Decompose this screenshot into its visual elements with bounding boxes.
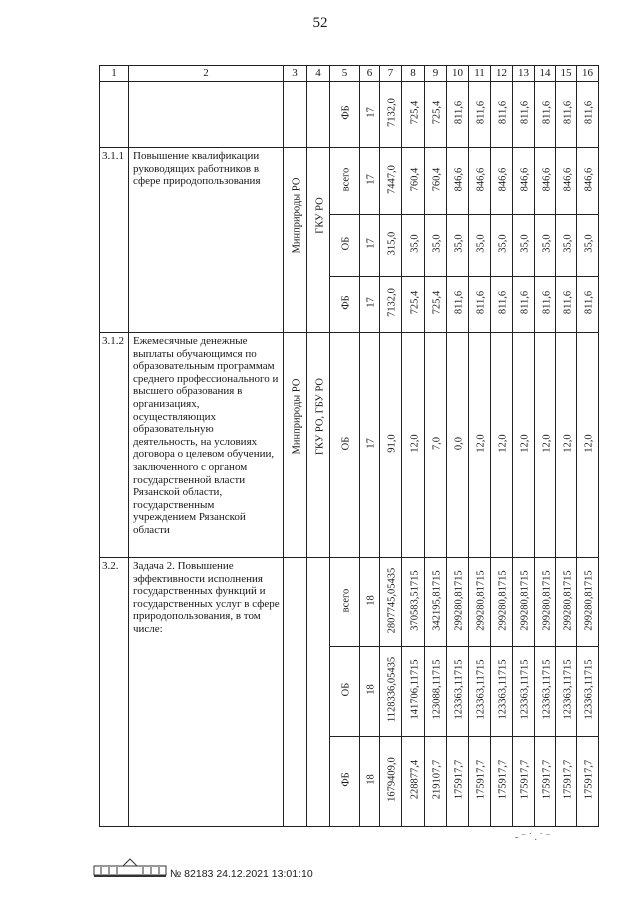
- value-cell: 811,6: [453, 100, 465, 125]
- value-cell: 811,6: [562, 290, 573, 315]
- column-header: 16: [577, 66, 598, 82]
- doc-number: № 82183: [170, 868, 214, 880]
- column-header: 14: [535, 66, 555, 82]
- value-cell: 12,0: [583, 433, 595, 453]
- value-cell: 12,0: [409, 433, 420, 453]
- value-cell: 35,0: [453, 234, 465, 253]
- value-cell: 811,6: [475, 290, 487, 315]
- value-cell: 811,6: [519, 100, 531, 125]
- value-cell: 175917,7: [583, 759, 595, 800]
- column-header: 12: [491, 66, 512, 82]
- doc-datetime: 24.12.2021 13:01:10: [216, 868, 313, 880]
- column-header: 1: [100, 66, 128, 82]
- row-description: Повышение квалификации руководящих работников в сфере природопользования: [133, 150, 261, 188]
- value-cell: 175917,7: [497, 759, 509, 800]
- value-cell: 123363,11715: [497, 659, 509, 720]
- value-cell: 846,6: [562, 167, 573, 191]
- value-cell: 299280,81715: [475, 569, 487, 631]
- column-index: 17: [365, 238, 377, 249]
- source-label: ФБ: [340, 772, 352, 787]
- value-cell: 725,4: [431, 290, 443, 315]
- value-cell: 811,6: [453, 290, 465, 315]
- value-cell: 123363,11715: [475, 659, 487, 720]
- column-header: 5: [330, 66, 359, 82]
- value-cell: 811,6: [475, 100, 487, 125]
- row-description: Ежемесячные денежные выплаты обучающимся по образовательным программам среднего профессионального и высшего образования в организациях, осуществляющих образовательную деятельность, на условиях договора о целевом обучении, заключенного с органом государственной власти Рязанской области, государственным учреждением Рязанской области: [133, 335, 279, 536]
- value-cell: 35,0: [583, 234, 595, 253]
- source-label: ОБ: [340, 236, 352, 251]
- program-table: [99, 65, 599, 827]
- value-cell: 760,4: [409, 167, 420, 191]
- value-cell: 35,0: [431, 234, 443, 253]
- source-label: ОБ: [340, 682, 352, 697]
- value-cell: 35,0: [541, 234, 552, 253]
- column-index: 17: [365, 437, 377, 449]
- value-cell: 1128336,05435: [386, 656, 398, 723]
- value-cell: 725,4: [409, 100, 420, 125]
- value-cell: 811,6: [562, 100, 573, 125]
- value-cell: 141706,11715: [409, 659, 420, 720]
- registration-stamp: [170, 868, 313, 880]
- value-cell: 175917,7: [562, 759, 573, 800]
- value-cell: 811,6: [519, 290, 531, 315]
- value-cell: 299280,81715: [583, 569, 595, 631]
- value-cell: 175917,7: [453, 759, 465, 800]
- column-index: 18: [365, 594, 377, 606]
- column-index: 18: [365, 684, 377, 695]
- column-header: 3: [284, 66, 306, 82]
- signature-marks: ‐ ⁻ ˙ . ˙ ⁻: [515, 832, 551, 843]
- value-cell: 35,0: [562, 234, 573, 253]
- value-cell: 811,6: [583, 290, 595, 315]
- registry-building-logo: [93, 856, 167, 878]
- value-cell: 342195,81715: [431, 569, 443, 631]
- value-cell: 35,0: [519, 234, 531, 253]
- value-cell: 811,6: [497, 290, 509, 315]
- executor-label: Минприроды РО: [291, 177, 302, 254]
- value-cell: 35,0: [475, 234, 487, 253]
- row-number: 3.1.1: [102, 150, 124, 162]
- value-cell: 811,6: [497, 100, 509, 125]
- source-label: ФБ: [340, 295, 352, 310]
- value-cell: 299280,81715: [562, 569, 573, 631]
- value-cell: 12,0: [562, 433, 573, 453]
- value-cell: 7132,0: [386, 98, 398, 127]
- column-header: 8: [402, 66, 424, 82]
- column-1: [100, 66, 129, 826]
- column-header: 4: [307, 66, 329, 82]
- value-cell: 370583,51715: [409, 569, 420, 631]
- column-index: 18: [365, 774, 377, 785]
- value-cell: 846,6: [541, 167, 552, 191]
- coexecutor-label: ГКУ РО: [314, 197, 325, 235]
- value-cell: 811,6: [541, 100, 552, 125]
- source-label: всего: [340, 167, 352, 191]
- value-cell: 91,0: [386, 433, 398, 453]
- value-cell: 175917,7: [475, 759, 487, 800]
- value-cell: 123088,11715: [431, 659, 443, 720]
- value-cell: 846,6: [497, 167, 509, 191]
- value-cell: 219107,7: [431, 759, 443, 800]
- value-cell: 811,6: [541, 290, 552, 315]
- column-index: 17: [365, 107, 377, 118]
- value-cell: 12,0: [519, 433, 531, 453]
- value-cell: 35,0: [409, 234, 420, 253]
- column-header: 7: [380, 66, 401, 82]
- column-index: 17: [365, 173, 377, 185]
- coexecutor-label: ГКУ РО, ГБУ РО: [314, 377, 325, 455]
- value-cell: 123363,11715: [583, 659, 595, 720]
- value-cell: 175917,7: [541, 759, 552, 800]
- value-cell: 846,6: [519, 167, 531, 191]
- row-number: 3.2.: [102, 560, 119, 572]
- value-cell: 0,0: [453, 436, 465, 450]
- value-cell: 7,0: [431, 436, 443, 450]
- value-cell: 760,4: [431, 167, 443, 191]
- value-cell: 2807745,05435: [386, 567, 398, 633]
- value-cell: 299280,81715: [519, 569, 531, 631]
- value-cell: 846,6: [475, 167, 487, 191]
- value-cell: 35,0: [497, 234, 509, 253]
- value-cell: 315,0: [386, 231, 398, 256]
- value-cell: 846,6: [583, 167, 595, 191]
- value-cell: 1679409,0: [386, 757, 398, 802]
- value-cell: 7447,0: [386, 164, 398, 194]
- column-header: 15: [556, 66, 576, 82]
- value-cell: 123363,11715: [562, 659, 573, 720]
- value-cell: 175917,7: [519, 759, 531, 800]
- value-cell: 7132,0: [386, 288, 398, 317]
- column-index: 17: [365, 297, 377, 308]
- column-header: 9: [425, 66, 446, 82]
- value-cell: 846,6: [453, 167, 465, 191]
- source-label: ОБ: [340, 436, 352, 450]
- value-cell: 811,6: [583, 100, 595, 125]
- value-cell: 228877,4: [409, 759, 420, 800]
- page-number: 52: [312, 15, 328, 31]
- value-cell: 299280,81715: [497, 569, 509, 631]
- value-cell: 299280,81715: [453, 569, 465, 631]
- column-header: 13: [513, 66, 534, 82]
- column-header: 2: [129, 66, 283, 82]
- row-number: 3.1.2: [102, 335, 124, 347]
- value-cell: 725,4: [409, 290, 420, 315]
- value-cell: 12,0: [475, 433, 487, 453]
- column-header: 6: [360, 66, 379, 82]
- source-label: ФБ: [340, 105, 352, 120]
- executor-label: Минприроды РО: [291, 378, 302, 454]
- value-cell: 123363,11715: [541, 659, 552, 720]
- value-cell: 12,0: [541, 433, 552, 453]
- column-header: 11: [469, 66, 490, 82]
- source-label: всего: [340, 588, 352, 612]
- value-cell: 123363,11715: [519, 659, 531, 720]
- column-header: 10: [447, 66, 468, 82]
- value-cell: 725,4: [431, 100, 443, 125]
- value-cell: 123363,11715: [453, 659, 465, 720]
- value-cell: 12,0: [497, 433, 509, 453]
- row-description: Задача 2. Повышение эффективности исполнения государственных функций и государственных услуг в сфере природопользования, в том числе:: [133, 560, 280, 635]
- value-cell: 299280,81715: [541, 569, 552, 631]
